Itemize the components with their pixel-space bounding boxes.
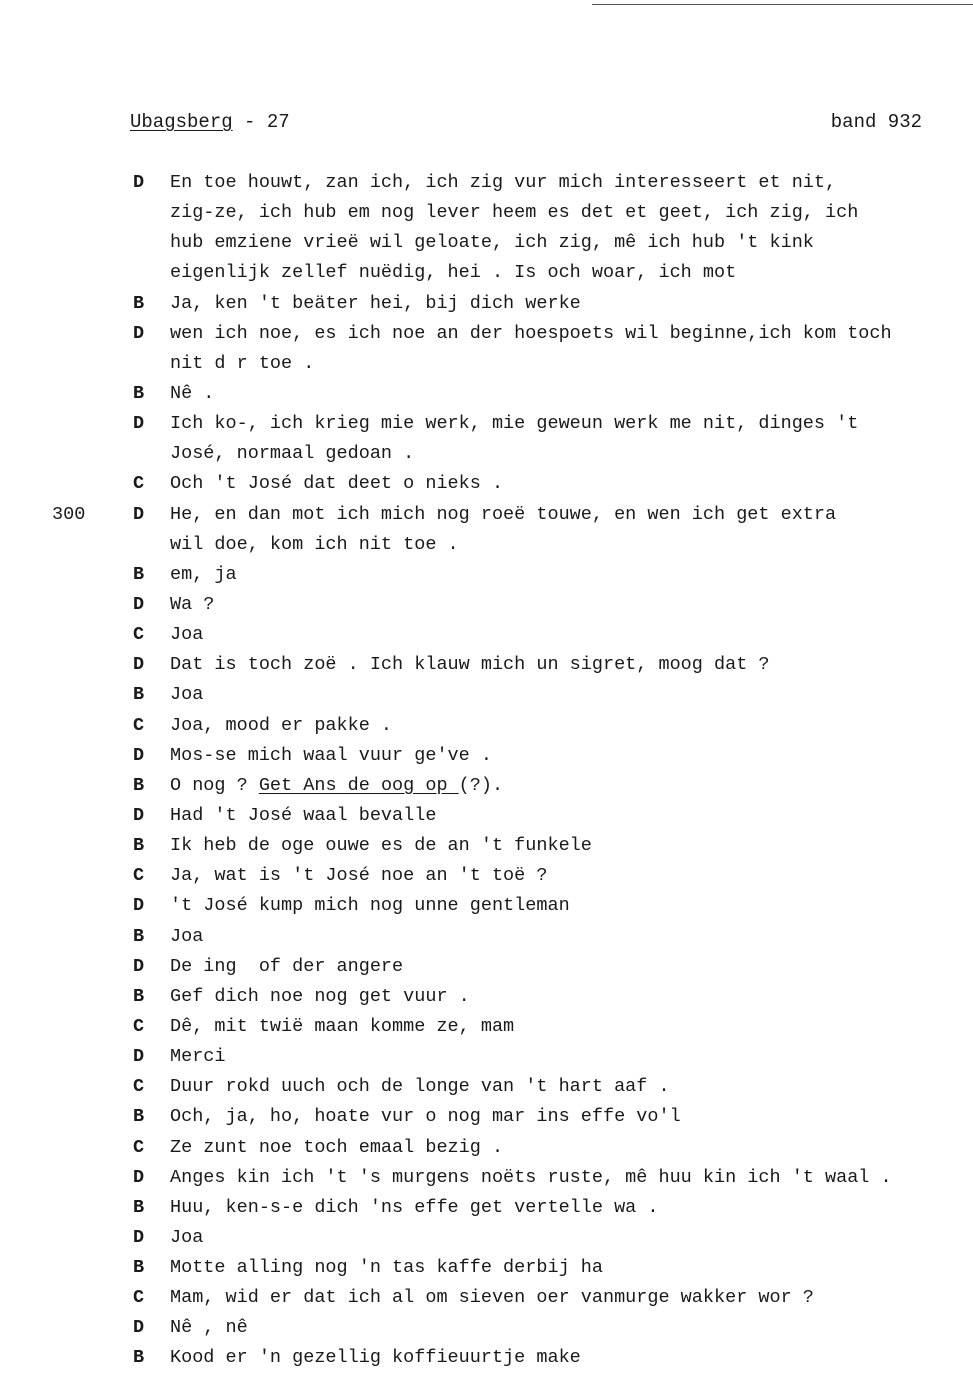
utterance-text bbox=[170, 861, 547, 891]
utterance-text bbox=[170, 1042, 226, 1072]
speaker-label: B bbox=[133, 563, 145, 585]
utterance-part: Och 't José dat deet o nieks . bbox=[170, 473, 504, 495]
utterance-part: Och, ja, ho, hoate vur o nog mar ins effe vo'l bbox=[170, 1106, 681, 1128]
transcript-line bbox=[0, 711, 973, 741]
utterance-text bbox=[170, 741, 492, 771]
transcript-line bbox=[0, 289, 973, 319]
transcript-line bbox=[0, 1223, 973, 1253]
transcript-line bbox=[0, 952, 973, 982]
utterance-text bbox=[170, 1072, 670, 1102]
speaker-label: D bbox=[133, 895, 145, 917]
utterance-text bbox=[170, 982, 470, 1012]
speaker-label: D bbox=[133, 593, 145, 615]
utterance-part: Anges kin ich 't 's murgens noëts ruste, mê huu kin ich 't waal . bbox=[170, 1166, 892, 1188]
utterance-part: Ik heb de oge ouwe es de an 't funkele bbox=[170, 835, 592, 857]
document-title bbox=[130, 108, 290, 136]
speaker-label: D bbox=[133, 955, 145, 977]
utterance-part: Duur rokd uuch och de longe van 't hart aaf . bbox=[170, 1076, 670, 1098]
utterance-text bbox=[170, 711, 392, 741]
utterance-part: Merci bbox=[170, 1046, 226, 1068]
utterance-text bbox=[170, 168, 836, 198]
page-number: - 27 bbox=[232, 111, 290, 133]
transcript-line bbox=[0, 1253, 973, 1283]
utterance-text bbox=[170, 771, 503, 801]
utterance-part: Ja, wat is 't José noe an 't toë ? bbox=[170, 865, 548, 887]
transcript-line bbox=[0, 349, 973, 379]
speaker-label: D bbox=[133, 503, 145, 525]
speaker-label: D bbox=[133, 654, 145, 676]
transcript-line bbox=[0, 891, 973, 921]
utterance-part: Ich ko-, ich krieg mie werk, mie geweun werk me nit, dinges 't bbox=[170, 413, 859, 435]
transcript-line bbox=[0, 1163, 973, 1193]
speaker-label: C bbox=[133, 714, 145, 736]
speaker-label: B bbox=[133, 925, 145, 947]
transcript-line bbox=[0, 1133, 973, 1163]
speaker-label: D bbox=[133, 744, 145, 766]
utterance-text bbox=[170, 1163, 892, 1193]
transcript-line bbox=[0, 530, 973, 560]
utterance-part: wen ich noe, es ich noe an der hoespoets wil beginne,ich kom toch bbox=[170, 322, 892, 344]
utterance-part: De ing of der angere bbox=[170, 955, 404, 977]
transcript-line bbox=[0, 319, 973, 349]
speaker-label: B bbox=[133, 1196, 145, 1218]
utterance-text bbox=[170, 1102, 681, 1132]
utterance-text bbox=[170, 469, 503, 499]
page-header bbox=[130, 108, 922, 136]
utterance-part: Kood er 'n gezellig koffieuurtje make bbox=[170, 1347, 581, 1369]
utterance-part: Joa bbox=[170, 1226, 204, 1248]
transcript-line bbox=[0, 801, 973, 831]
utterance-part: Huu, ken-s-e dich 'ns effe get vertelle wa . bbox=[170, 1196, 659, 1218]
utterance-text bbox=[170, 922, 203, 952]
utterance-part: Dat is toch zoë . Ich klauw mich un sigret, moog dat ? bbox=[170, 654, 770, 676]
utterance-text bbox=[170, 319, 892, 349]
transcript-line bbox=[0, 741, 973, 771]
utterance-part: Motte alling nog 'n tas kaffe derbij ha bbox=[170, 1257, 603, 1279]
utterance-part: Nê , nê bbox=[170, 1317, 248, 1339]
utterance-text bbox=[170, 891, 570, 921]
utterance-text bbox=[170, 831, 592, 861]
utterance-text bbox=[170, 1012, 514, 1042]
utterance-text bbox=[170, 439, 414, 469]
transcript-line bbox=[0, 258, 973, 288]
utterance-text bbox=[170, 530, 459, 560]
transcript-line bbox=[0, 982, 973, 1012]
speaker-label: B bbox=[133, 684, 145, 706]
transcript-line bbox=[0, 620, 973, 650]
speaker-label: B bbox=[133, 1106, 145, 1128]
speaker-label: C bbox=[133, 473, 145, 495]
utterance-text bbox=[170, 1313, 248, 1343]
utterance-part: (?). bbox=[458, 774, 504, 796]
transcript-line bbox=[0, 680, 973, 710]
speaker-label: D bbox=[133, 1226, 145, 1248]
utterance-text bbox=[170, 409, 858, 439]
utterance-part: Joa bbox=[170, 624, 204, 646]
underlined-phrase: Get Ans de oog op bbox=[258, 774, 459, 796]
utterance-part: En toe houwt, zan ich, ich zig vur mich interesseert et nit, bbox=[170, 172, 837, 193]
utterance-text bbox=[170, 620, 203, 650]
line-number: 300 bbox=[52, 503, 86, 525]
transcript-line bbox=[0, 1102, 973, 1132]
utterance-part: Mam, wid er dat ich al om sieven oer vanmurge wakker wor ? bbox=[170, 1287, 814, 1309]
transcript-line bbox=[0, 1193, 973, 1223]
speaker-label: C bbox=[133, 1076, 145, 1098]
utterance-part: eigenlijk zellef nuëdig, hei . Is och woar, ich mot bbox=[170, 262, 737, 284]
speaker-label: D bbox=[133, 1317, 145, 1339]
speaker-label: B bbox=[133, 985, 145, 1007]
utterance-text bbox=[170, 198, 858, 228]
speaker-label: B bbox=[133, 835, 145, 857]
transcript-line bbox=[0, 469, 973, 499]
speaker-label: C bbox=[133, 624, 145, 646]
utterance-part: Joa, mood er pakke . bbox=[170, 714, 393, 736]
speaker-label: D bbox=[133, 1166, 145, 1188]
transcript-line bbox=[0, 1343, 973, 1373]
transcript-line bbox=[0, 379, 973, 409]
utterance-text bbox=[170, 1193, 658, 1223]
utterance-text bbox=[170, 289, 581, 319]
utterance-text bbox=[170, 1133, 503, 1163]
transcript-line bbox=[0, 650, 973, 680]
utterance-text bbox=[170, 258, 736, 288]
transcript-line bbox=[0, 1283, 973, 1313]
transcript-line bbox=[0, 228, 973, 258]
transcript-line bbox=[0, 590, 973, 620]
transcript bbox=[0, 168, 973, 1374]
band-number: band 932 bbox=[830, 111, 922, 133]
utterance-text bbox=[170, 349, 314, 379]
transcript-line bbox=[0, 409, 973, 439]
transcript-line bbox=[0, 168, 973, 198]
transcript-line bbox=[0, 922, 973, 952]
utterance-part: Joa bbox=[170, 684, 204, 706]
utterance-text bbox=[170, 1253, 603, 1283]
utterance-text bbox=[170, 500, 836, 530]
transcript-line bbox=[0, 771, 973, 801]
speaker-label: B bbox=[133, 1257, 145, 1279]
utterance-part: Had 't José waal bevalle bbox=[170, 804, 437, 826]
speaker-label: D bbox=[133, 172, 145, 193]
utterance-text bbox=[170, 680, 203, 710]
speaker-label: B bbox=[133, 774, 145, 796]
transcript-line bbox=[0, 500, 973, 530]
utterance-part: O nog ? bbox=[170, 774, 259, 796]
utterance-text bbox=[170, 1343, 581, 1373]
location-name: Ubagsberg bbox=[130, 111, 233, 133]
transcript-line bbox=[0, 861, 973, 891]
utterance-part: Gef dich noe nog get vuur . bbox=[170, 985, 470, 1007]
utterance-part: Mos-se mich waal vuur ge've . bbox=[170, 744, 492, 766]
transcript-line bbox=[0, 560, 973, 590]
transcript-line bbox=[0, 1042, 973, 1072]
utterance-text bbox=[170, 560, 237, 590]
utterance-part: 't José kump mich nog unne gentleman bbox=[170, 895, 570, 917]
utterance-text bbox=[170, 228, 814, 258]
utterance-text bbox=[170, 801, 436, 831]
transcript-line bbox=[0, 1012, 973, 1042]
transcript-line bbox=[0, 1072, 973, 1102]
speaker-label: C bbox=[133, 1287, 145, 1309]
utterance-part: He, en dan mot ich mich nog roeë touwe, en wen ich get extra bbox=[170, 503, 837, 525]
transcript-line bbox=[0, 439, 973, 469]
utterance-part: Ze zunt noe toch emaal bezig . bbox=[170, 1136, 504, 1158]
utterance-part: Dê, mit twië maan komme ze, mam bbox=[170, 1015, 515, 1037]
speaker-label: D bbox=[133, 322, 145, 344]
utterance-text bbox=[170, 952, 403, 982]
utterance-part: zig-ze, ich hub em nog lever heem es det et geet, ich zig, ich bbox=[170, 202, 859, 224]
utterance-text bbox=[170, 1283, 814, 1313]
utterance-part: wil doe, kom ich nit toe . bbox=[170, 533, 459, 555]
transcript-line bbox=[0, 831, 973, 861]
top-rule bbox=[592, 4, 973, 5]
speaker-label: C bbox=[133, 865, 145, 887]
speaker-label: D bbox=[133, 413, 145, 435]
transcript-line bbox=[0, 1313, 973, 1343]
speaker-label: B bbox=[133, 292, 145, 314]
speaker-label: C bbox=[133, 1015, 145, 1037]
utterance-part: José, normaal gedoan . bbox=[170, 443, 415, 465]
speaker-label: C bbox=[133, 1136, 145, 1158]
speaker-label: D bbox=[133, 1046, 145, 1068]
utterance-text bbox=[170, 650, 770, 680]
utterance-text bbox=[170, 379, 214, 409]
speaker-label: D bbox=[133, 804, 145, 826]
utterance-part: hub emziene vrieë wil geloate, ich zig, mê ich hub 't kink bbox=[170, 232, 814, 254]
utterance-text bbox=[170, 590, 214, 620]
utterance-part: Joa bbox=[170, 925, 204, 947]
transcript-line bbox=[0, 198, 973, 228]
utterance-part: Nê . bbox=[170, 382, 215, 404]
speaker-label: B bbox=[133, 382, 145, 404]
utterance-text bbox=[170, 1223, 203, 1253]
utterance-part: Ja, ken 't beäter hei, bij dich werke bbox=[170, 292, 581, 314]
speaker-label: B bbox=[133, 1347, 145, 1369]
utterance-part: em, ja bbox=[170, 563, 237, 585]
utterance-part: nit d r toe . bbox=[170, 352, 315, 374]
utterance-part: Wa ? bbox=[170, 593, 215, 615]
